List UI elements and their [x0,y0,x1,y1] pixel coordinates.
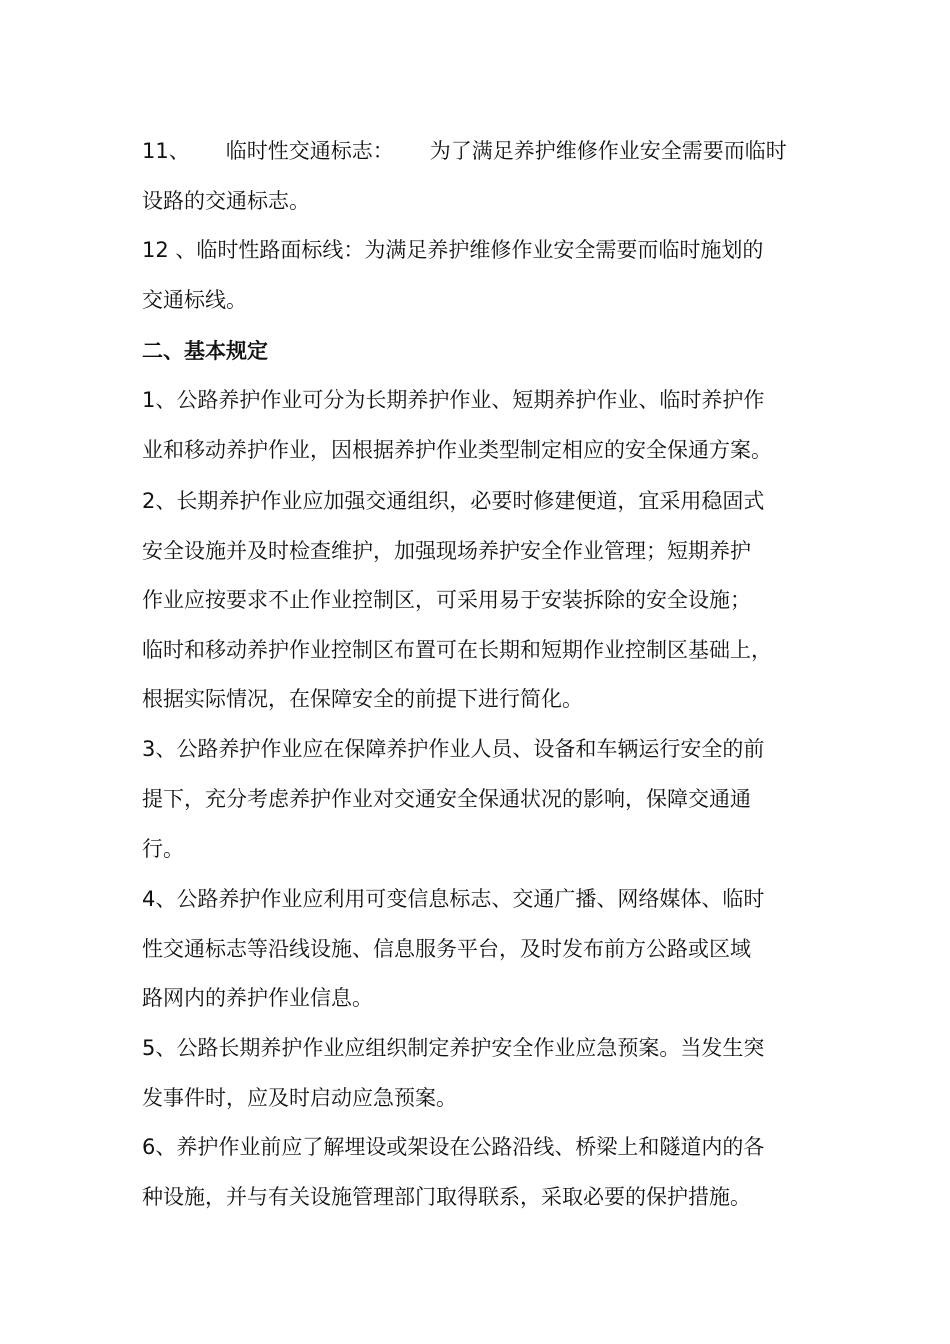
item-11-term: 临时性交通标志： [225,139,394,163]
paragraph-6-line-2: 种设施，并与有关设施管理部门取得联系，采取必要的保护措施。 [142,1185,751,1209]
paragraph-4-line-2: 性交通标志等沿线设施、信息服务平台，及时发布前方公路或区域 [142,937,751,961]
paragraph-1-line-1: 1、公路养护作业可分为长期养护作业、短期养护作业、临时养护作 [142,388,765,412]
paragraph-6-line-1: 6、养护作业前应了解埋设或架设在公路沿线、桥梁上和隧道内的各 [142,1135,765,1159]
paragraph-1-line-2: 业和移动养护作业，因根据养护作业类型制定相应的安全保通方案。 [142,438,772,462]
section-heading: 二、基本规定 [142,339,268,363]
paragraph-5-line-2: 发事件时，应及时启动应急预案。 [142,1086,457,1110]
paragraph-2-line-5: 根据实际情况，在保障安全的前提下进行简化。 [142,687,583,711]
paragraph-4-line-3: 路网内的养护作业信息。 [142,986,373,1010]
paragraph-2-line-1: 2、长期养护作业应加强交通组织，必要时修建便道，宜采用稳固式 [142,489,765,513]
paragraph-3-line-1: 3、公路养护作业应在保障养护作业人员、设备和车辆运行安全的前 [142,737,765,761]
item-11-definition: 为了满足养护维修作业安全需要而临时 [429,139,787,163]
item-12-line-2: 交通标线。 [142,288,247,312]
item-11-number: 11、 [142,139,190,163]
paragraph-3-line-3: 行。 [142,837,184,861]
item-12-line-1: 12 、临时性路面标线：为满足养护维修作业安全需要而临时施划的 [142,238,764,262]
item-11-line-1 [142,136,787,166]
paragraph-2-line-3: 作业应按要求不止作业控制区，可采用易于安装拆除的安全设施； [142,588,751,612]
paragraph-5-line-1: 5、公路长期养护作业应组织制定养护安全作业应急预案。当发生突 [142,1036,765,1060]
paragraph-4-line-1: 4、公路养护作业应利用可变信息标志、交通广播、网络媒体、临时 [142,887,765,911]
paragraph-2-line-2: 安全设施并及时检查维护，加强现场养护安全作业管理；短期养护 [142,539,751,563]
item-11-line-2: 设路的交通标志。 [142,189,310,213]
paragraph-3-line-2: 提下，充分考虑养护作业对交通安全保通状况的影响，保障交通通 [142,787,751,811]
paragraph-2-line-4: 临时和移动养护作业控制区布置可在长期和短期作业控制区基础上， [142,638,772,662]
